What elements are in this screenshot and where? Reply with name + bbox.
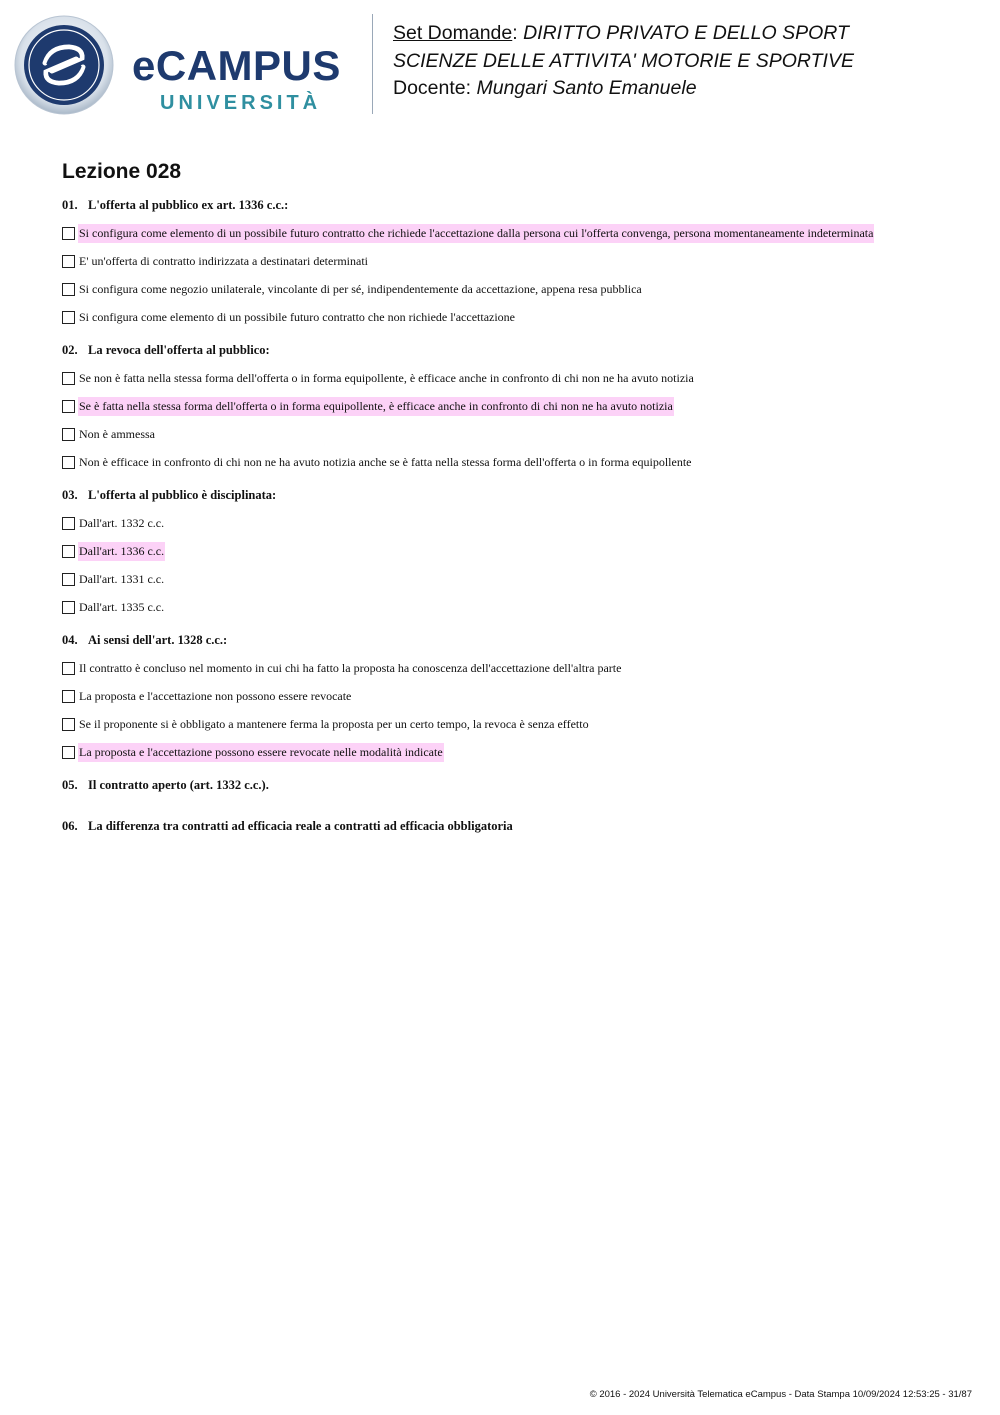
answer-text: La proposta e l'accettazione non possono essere revocate xyxy=(79,688,352,703)
question-6 xyxy=(62,817,962,835)
checkbox-icon[interactable] xyxy=(62,311,75,324)
question-number: 02. xyxy=(62,343,78,357)
logo-wordmark: eCAMPUS xyxy=(132,42,341,89)
question-number: 01. xyxy=(62,198,78,212)
question-list xyxy=(62,196,962,858)
question-number: 06. xyxy=(62,819,78,833)
question-text: La revoca dell'offerta al pubblico: xyxy=(88,343,270,357)
question-text: La differenza tra contratti ad efficacia reale a contratti ad efficacia obbligatoria xyxy=(88,819,513,833)
checkbox-icon[interactable] xyxy=(62,690,75,703)
answer-text: Non è ammessa xyxy=(79,426,155,441)
checkbox-icon[interactable] xyxy=(62,372,75,385)
question-number: 03. xyxy=(62,488,78,502)
answer-option[interactable] xyxy=(62,565,962,593)
answer-option[interactable] xyxy=(62,364,962,392)
checkbox-icon[interactable] xyxy=(62,400,75,413)
answer-text: Il contratto è concluso nel momento in cui chi ha fatto la proposta ha conoscenza dell'accettazione dell'altra parte xyxy=(79,660,622,675)
answer-option[interactable] xyxy=(62,509,962,537)
answer-text: Dall'art. 1331 c.c. xyxy=(79,571,165,586)
question-number: 05. xyxy=(62,778,78,792)
answer-option[interactable] xyxy=(62,448,962,476)
answer-text-highlighted: La proposta e l'accettazione possono essere revocate nelle modalità indicate xyxy=(78,743,444,762)
answer-option[interactable] xyxy=(62,537,962,565)
checkbox-icon[interactable] xyxy=(62,517,75,530)
checkbox-icon[interactable] xyxy=(62,456,75,469)
answer-option[interactable] xyxy=(62,738,962,766)
ecampus-logo xyxy=(14,14,359,116)
header-set-line: Set Domande: DIRITTO PRIVATO E DELLO SPORT xyxy=(393,22,849,44)
emblem-icon xyxy=(15,16,113,114)
page-footer: © 2016 - 2024 Università Telematica eCampus - Data Stampa 10/09/2024 12:53:25 - 31/87 xyxy=(589,1389,972,1400)
answer-option[interactable] xyxy=(62,682,962,710)
question-number: 04. xyxy=(62,633,78,647)
question-4 xyxy=(62,631,962,649)
answer-option[interactable] xyxy=(62,710,962,738)
question-text: Ai sensi dell'art. 1328 c.c.: xyxy=(88,633,228,647)
question-2 xyxy=(62,341,962,359)
answer-text: Dall'art. 1335 c.c. xyxy=(79,599,165,614)
header-course-line xyxy=(393,48,854,76)
answer-option[interactable] xyxy=(62,275,962,303)
checkbox-icon[interactable] xyxy=(62,662,75,675)
set-label: Set Domande xyxy=(393,22,513,44)
answer-option[interactable] xyxy=(62,303,962,331)
answer-text: Se il proponente si è obbligato a mantenere ferma la proposta per un certo tempo, la revoca è senza effetto xyxy=(79,716,589,731)
checkbox-icon[interactable] xyxy=(62,718,75,731)
answer-option[interactable] xyxy=(62,420,962,448)
lesson-title: Lezione 028 xyxy=(62,160,182,183)
answer-option[interactable] xyxy=(62,654,962,682)
course-name: SCIENZE DELLE ATTIVITA' MOTORIE E SPORTIVE xyxy=(393,49,854,72)
answer-text: E' un'offerta di contratto indirizzata a destinatari determinati xyxy=(79,253,368,268)
answer-text: Dall'art. 1332 c.c. xyxy=(79,515,165,530)
checkbox-icon[interactable] xyxy=(62,573,75,586)
answer-text: Se non è fatta nella stessa forma dell'offerta o in forma equipollente, è efficace anche in confronto di chi non ne ha avuto notizia xyxy=(79,370,694,385)
answer-option[interactable] xyxy=(62,593,962,621)
checkbox-icon[interactable] xyxy=(62,255,75,268)
answer-text-highlighted: Se è fatta nella stessa forma dell'offerta o in forma equipollente, è efficace anche in confronto di chi non ne ha avuto notizia xyxy=(78,397,674,416)
answer-text-highlighted: Dall'art. 1336 c.c. xyxy=(78,542,165,561)
answer-text-highlighted: Si configura come elemento di un possibile futuro contratto che richiede l'accettazione dalla persona cui l'offerta convenga, persona momentaneamente indeterminata xyxy=(78,224,874,243)
header-divider xyxy=(372,14,373,114)
checkbox-icon[interactable] xyxy=(62,601,75,614)
answer-text: Si configura come elemento di un possibile futuro contratto che non richiede l'accettazione xyxy=(79,309,516,324)
teacher-name: Mungari Santo Emanuele xyxy=(476,77,697,99)
checkbox-icon[interactable] xyxy=(62,227,75,240)
header-info xyxy=(393,20,854,103)
question-3 xyxy=(62,486,962,504)
question-text: Il contratto aperto (art. 1332 c.c.). xyxy=(88,778,269,792)
answer-option[interactable] xyxy=(62,392,962,420)
logo-subtext: UNIVERSITÀ xyxy=(160,92,322,114)
answer-text: Non è efficace in confronto di chi non ne ha avuto notizia anche se è fatta nella stessa forma dell'offerta o in forma equipollente xyxy=(79,454,692,469)
checkbox-icon[interactable] xyxy=(62,428,75,441)
checkbox-icon[interactable] xyxy=(62,746,75,759)
set-title: DIRITTO PRIVATO E DELLO SPORT xyxy=(523,22,849,44)
checkbox-icon[interactable] xyxy=(62,545,75,558)
question-text: L'offerta al pubblico ex art. 1336 c.c.: xyxy=(88,198,289,212)
question-5 xyxy=(62,776,962,794)
answer-option[interactable] xyxy=(62,247,962,275)
checkbox-icon[interactable] xyxy=(62,283,75,296)
question-text: L'offerta al pubblico è disciplinata: xyxy=(88,488,277,502)
question-1 xyxy=(62,196,962,214)
answer-text: Si configura come negozio unilaterale, vincolante di per sé, indipendentemente da accettazione, appena resa pubblica xyxy=(79,281,642,296)
teacher-label: Docente: xyxy=(393,77,472,99)
answer-option[interactable] xyxy=(62,219,962,247)
header-teacher-line xyxy=(393,75,854,103)
